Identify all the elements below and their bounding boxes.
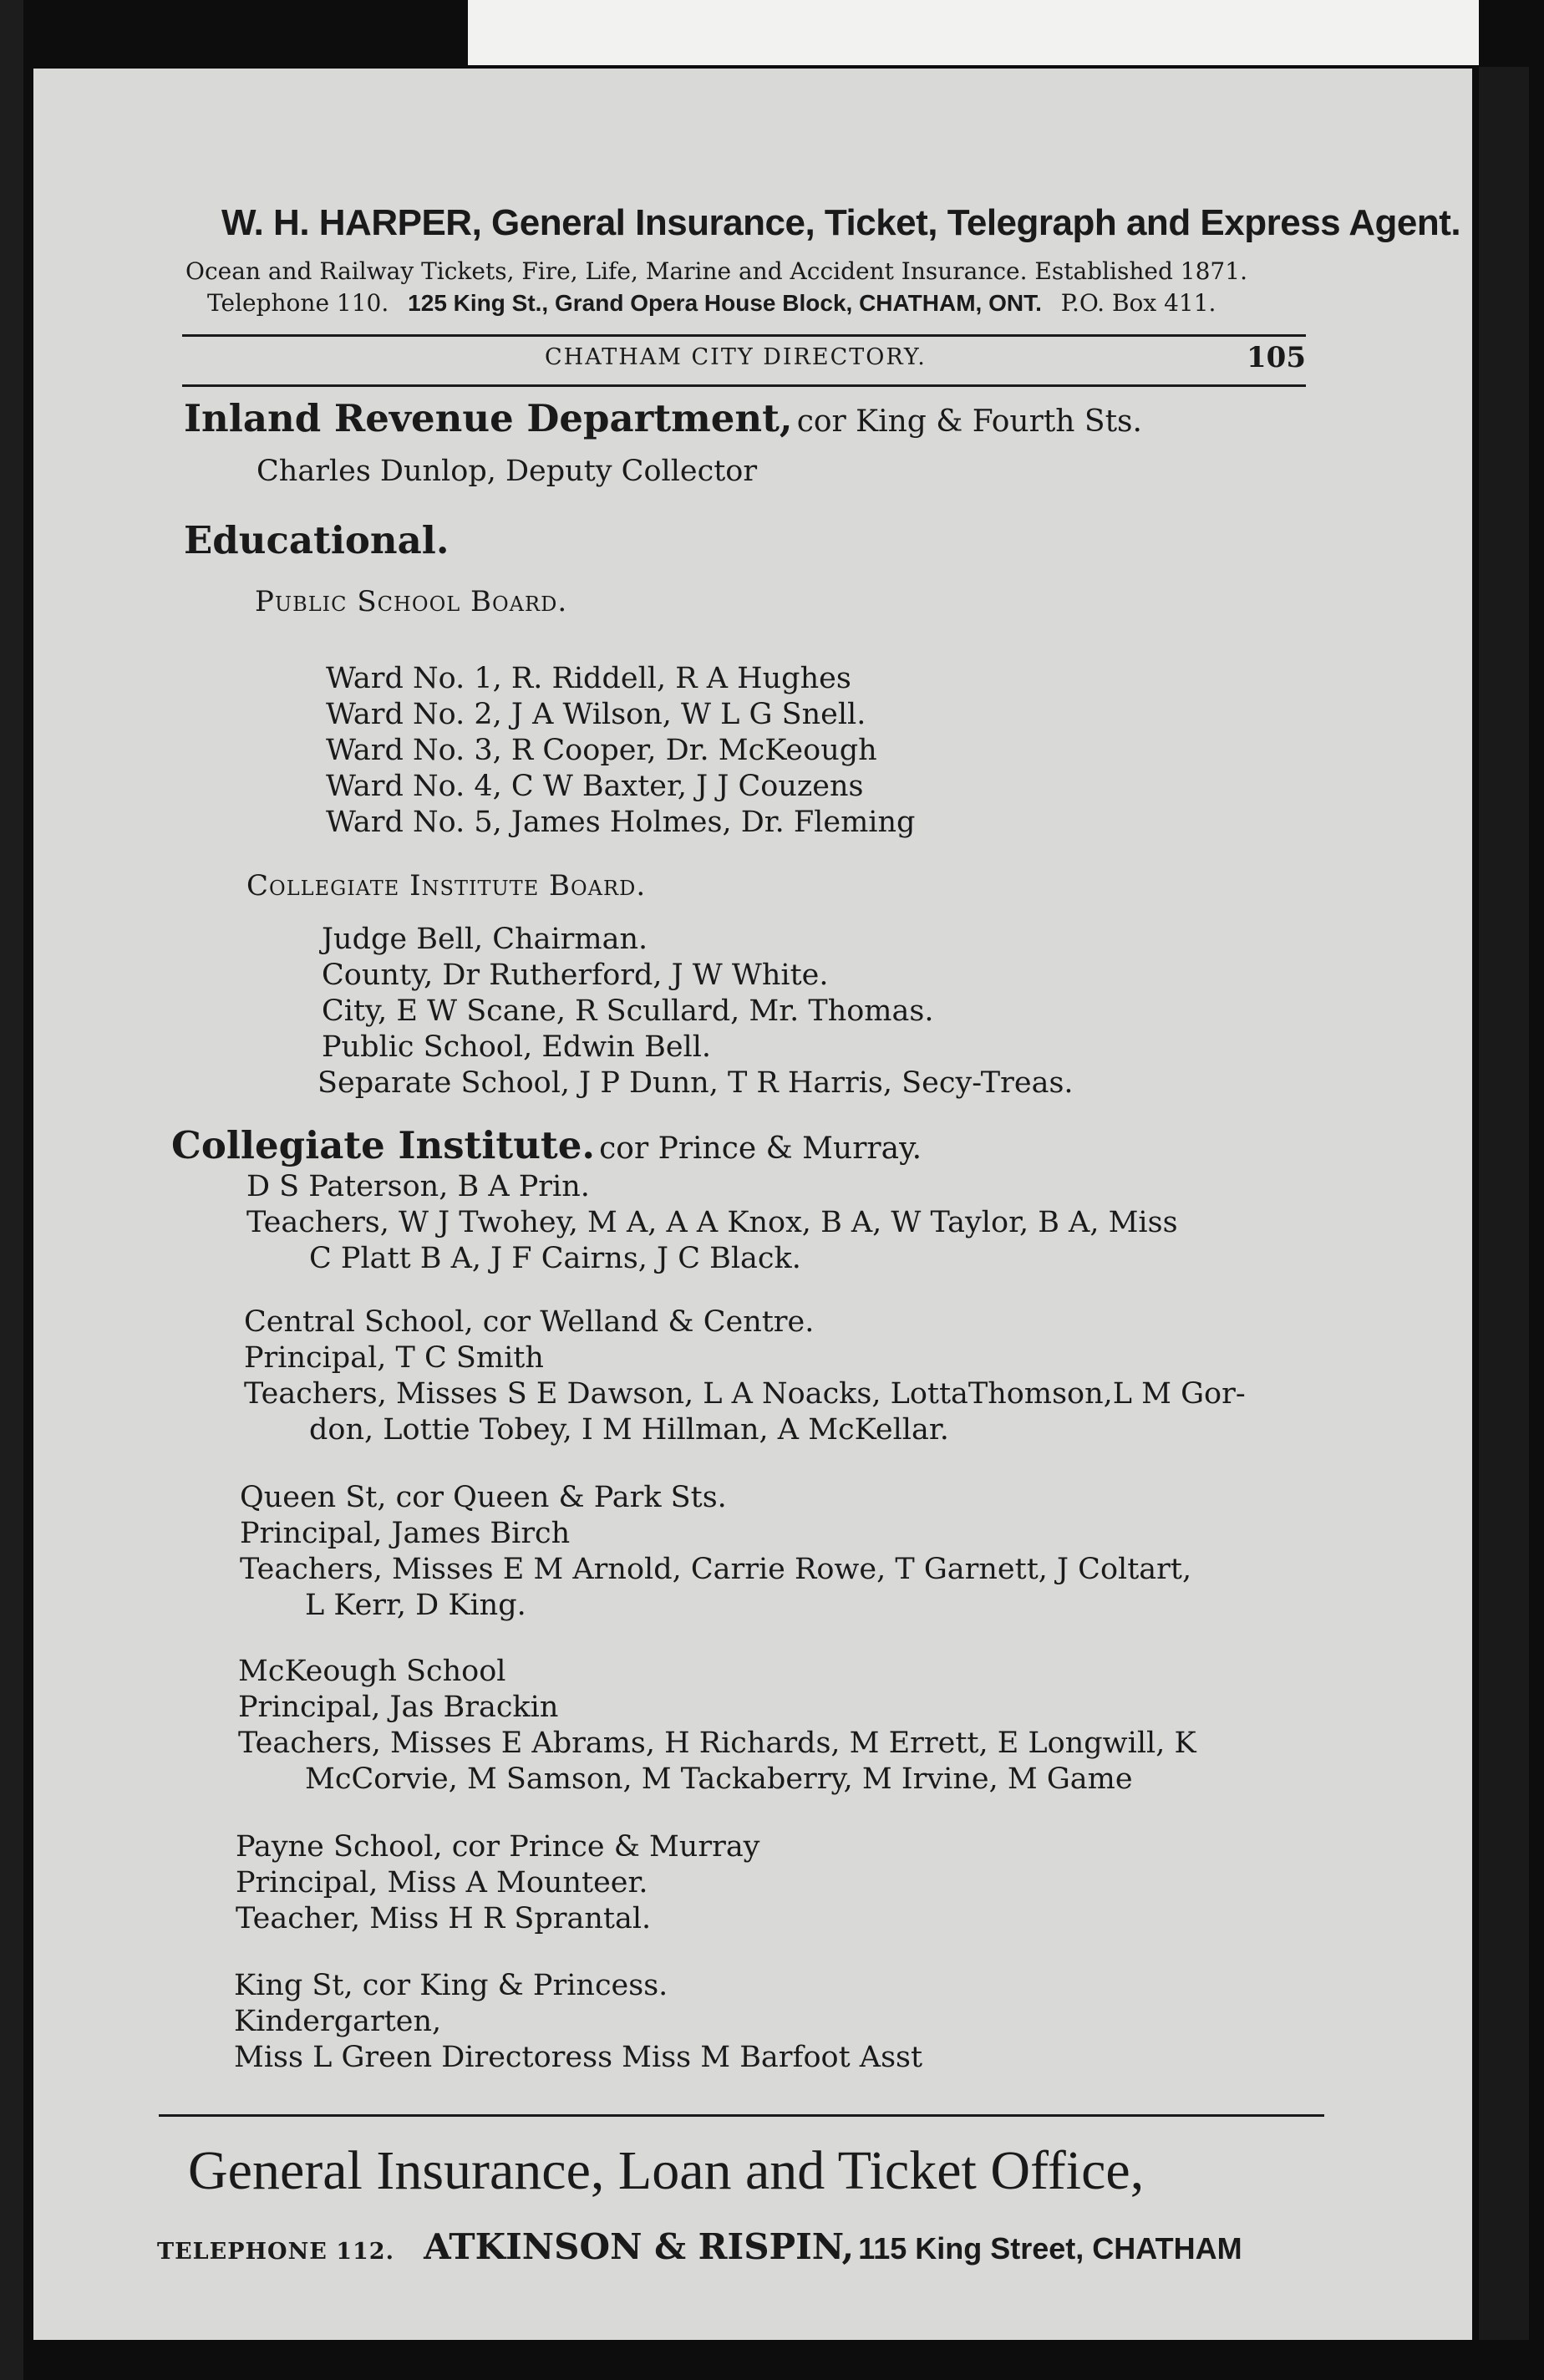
school-line: Kindergarten, [234, 2005, 442, 2038]
school-line: Principal, James Birch [240, 1517, 571, 1550]
collegiate-board-line: Public School, Edwin Bell. [322, 1030, 712, 1064]
footer-firm-name: ATKINSON & RISPIN, [424, 2226, 855, 2267]
collegiate-board-heading: Collegiate Institute Board. [246, 869, 647, 903]
footer-rule [159, 2114, 1324, 2117]
directory-page [33, 69, 1472, 2340]
header-address: 125 King St., Grand Opera House Block, CHATHAM, ONT. [408, 290, 1042, 316]
ward-line: Ward No. 3, R Cooper, Dr. McKeough [326, 734, 877, 767]
scan-left-margin [0, 0, 23, 2380]
inland-revenue-entry [184, 396, 1142, 440]
page-number: 105 [1247, 341, 1306, 374]
school-line: Queen St, cor Queen & Park Sts. [240, 1481, 727, 1514]
inland-revenue-collector: Charles Dunlop, Deputy Collector [256, 455, 758, 488]
school-line: L Kerr, D King. [305, 1589, 526, 1622]
ward-line: Ward No. 4, C W Baxter, J J Couzens [326, 770, 864, 803]
educational-heading: Educational. [184, 518, 449, 562]
header-telephone: Telephone 110. [207, 289, 389, 317]
ward-line: Ward No. 1, R. Riddell, R A Hughes [326, 662, 851, 695]
header-line2 [207, 289, 1216, 317]
header-pobox: P.O. Box 411. [1060, 289, 1216, 317]
footer-address: 115 King Street, CHATHAM [858, 2231, 1242, 2266]
footer-telephone: TELEPHONE 112. [157, 2239, 394, 2265]
school-line: Miss L Green Directoress Miss M Barfoot Asst [234, 2041, 923, 2074]
scan-top-strip [468, 0, 1479, 65]
collegiate-line: C Platt B A, J F Cairns, J C Black. [309, 1242, 801, 1275]
inland-revenue-location: cor King & Fourth Sts. [796, 404, 1142, 439]
school-line: Principal, T C Smith [244, 1341, 544, 1375]
collegiate-board-line: County, Dr Rutherford, J W White. [322, 959, 829, 992]
collegiate-board-line: Separate School, J P Dunn, T R Harris, Secy-Treas. [317, 1066, 1074, 1100]
school-line: don, Lottie Tobey, I M Hillman, A McKellar. [309, 1413, 949, 1447]
collegiate-line: Teachers, W J Twohey, M A, A A Knox, B A, W Taylor, B A, Miss [246, 1206, 1178, 1239]
school-line: Principal, Miss A Mounteer. [236, 1866, 648, 1899]
ward-line: Ward No. 5, James Holmes, Dr. Fleming [326, 806, 916, 839]
public-school-board-heading: Public School Board. [255, 585, 568, 618]
school-line: McKeough School [238, 1655, 506, 1688]
footer-title: General Insurance, Loan and Ticket Office, [188, 2140, 1145, 2201]
scan-right-edge [1479, 67, 1529, 2340]
header-rule-bottom [182, 384, 1306, 387]
school-line: Payne School, cor Prince & Murray [236, 1830, 760, 1864]
header-line1: Ocean and Railway Tickets, Fire, Life, Marine and Accident Insurance. Established 1871. [185, 257, 1247, 285]
header-rule-top [182, 334, 1306, 337]
header-title: W. H. HARPER, General Insurance, Ticket, Telegraph and Express Agent. [221, 202, 1461, 243]
collegiate-board-line: City, E W Scane, R Scullard, Mr. Thomas. [322, 994, 934, 1028]
collegiate-line: D S Paterson, B A Prin. [246, 1170, 590, 1203]
collegiate-institute-heading: Collegiate Institute. [171, 1123, 596, 1167]
collegiate-institute-location: cor Prince & Murray. [599, 1132, 922, 1166]
school-line: Teachers, Misses E M Arnold, Carrie Rowe, T Garnett, J Coltart, [240, 1553, 1192, 1586]
school-line: Teachers, Misses S E Dawson, L A Noacks, LottaThomson,L M Gor- [244, 1377, 1246, 1411]
footer-contact [157, 2226, 1242, 2267]
school-line: Teachers, Misses E Abrams, H Richards, M Errett, E Longwill, K [238, 1727, 1196, 1760]
school-line: McCorvie, M Samson, M Tackaberry, M Irvine, M Game [305, 1762, 1133, 1796]
inland-revenue-heading: Inland Revenue Department, [184, 396, 793, 440]
school-line: Central School, cor Welland & Centre. [244, 1305, 815, 1339]
collegiate-board-line: Judge Bell, Chairman. [322, 923, 648, 956]
ward-line: Ward No. 2, J A Wilson, W L G Snell. [326, 698, 866, 731]
collegiate-institute-entry [171, 1123, 922, 1167]
school-line: Principal, Jas Brackin [238, 1691, 559, 1724]
running-head: CHATHAM CITY DIRECTORY. [545, 344, 927, 370]
school-line: King St, cor King & Princess. [234, 1969, 668, 2002]
school-line: Teacher, Miss H R Sprantal. [236, 1902, 652, 1935]
